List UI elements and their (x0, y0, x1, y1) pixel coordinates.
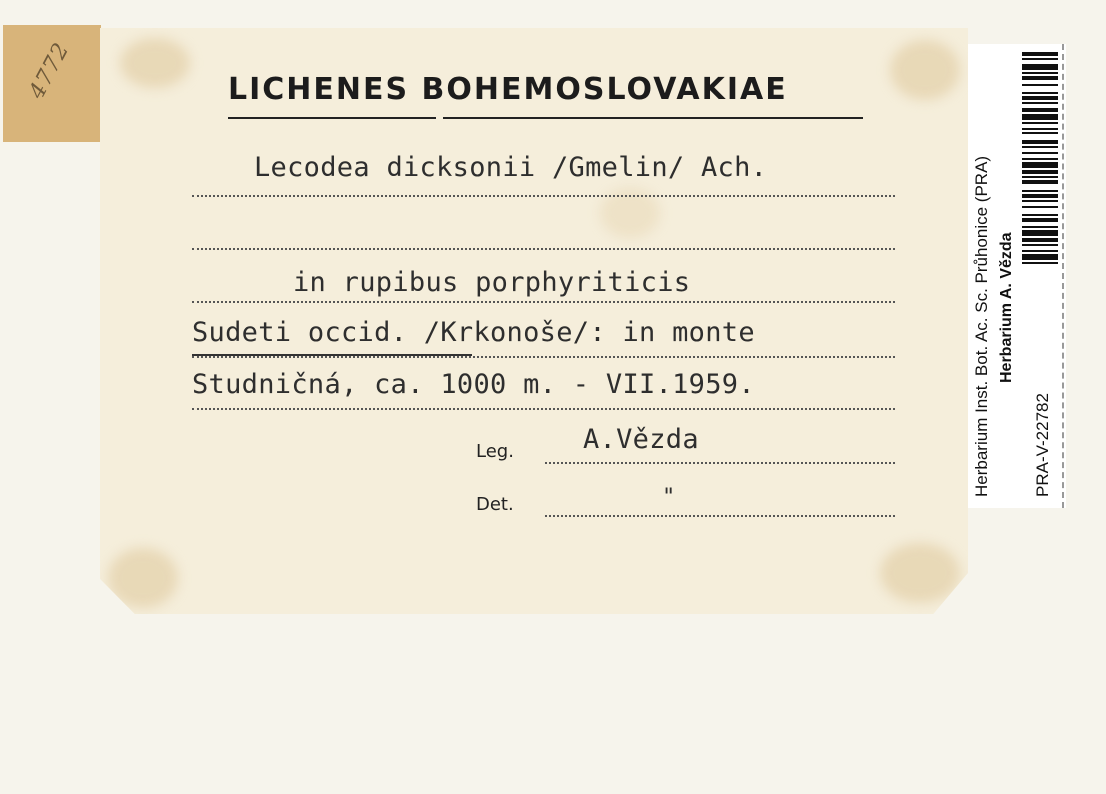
det-label: Det. (476, 494, 514, 515)
title-underline (228, 117, 436, 119)
herbarium-name: Herbarium A. Vězda (998, 232, 1015, 383)
institution-text: Herbarium Inst. Bot. Ac. Sc. Průhonice (PRA) (972, 155, 991, 497)
tab-number: 4772 (24, 38, 75, 104)
dotted-line (192, 248, 895, 250)
sticker-edge (1062, 44, 1064, 508)
dotted-line (192, 408, 895, 410)
habitat-text: in rupibus porphyriticis (293, 267, 691, 298)
leg-label: Leg. (476, 441, 514, 462)
locality-line-2: Studničná, ca. 1000 m. - VII.1959. (192, 369, 755, 400)
species-name: Lecodea dicksonii /Gmelin/ Ach. (254, 152, 768, 183)
label-title: LICHENES BOHEMOSLOVAKIAE (228, 72, 788, 107)
det-dotted-line (545, 515, 895, 517)
leg-dotted-line (545, 462, 895, 464)
determiner-ditto: " (662, 485, 676, 510)
title-underline (443, 117, 863, 119)
specimen-id: PRA-V-22782 (1033, 393, 1052, 497)
locality-line-1: Sudeti occid. /Krkonoše/: in monte (192, 317, 755, 348)
dotted-line (192, 195, 895, 197)
dotted-line (192, 301, 895, 303)
collector-name: A.Vězda (583, 424, 699, 455)
dotted-line (192, 356, 895, 358)
barcode-icon (1022, 52, 1058, 327)
